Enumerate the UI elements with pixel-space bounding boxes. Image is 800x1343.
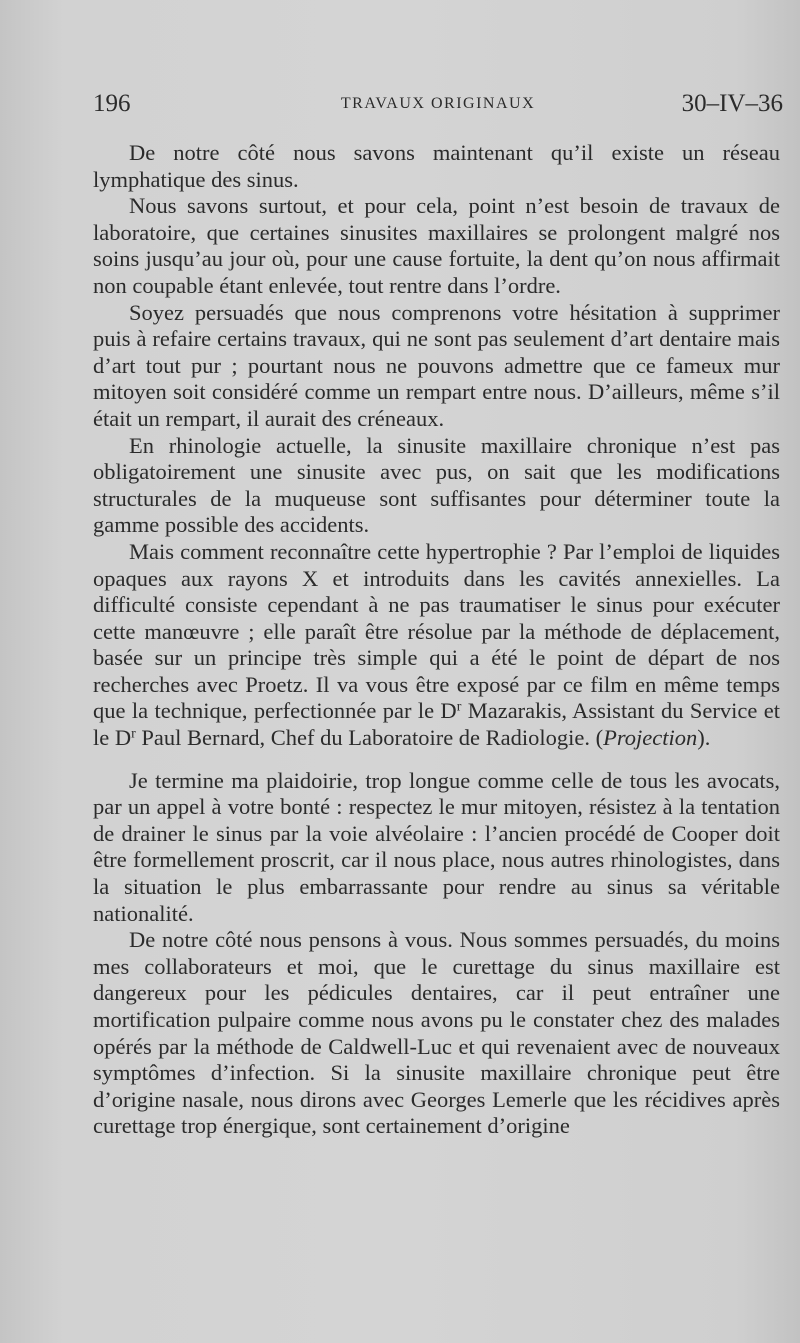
page-header	[93, 90, 783, 120]
header-date: 30–IV–36	[681, 90, 783, 117]
paragraph-4: En rhinologie actuelle, la sinusite maxillaire chronique n’est pas obligatoirement une sinusite avec pus, on sait que les modifications structurales de la muqueuse sont suffisantes pour déterminer toute la gamme possible des accidents.	[93, 432, 780, 538]
paragraph-2: Nous savons surtout, et pour cela, point n’est besoin de travaux de laboratoire, que certaines sinusites maxillaires se prolongent malgré nos soins jusqu’au jour où, pour une cause fortuite, la dent qu’on nous affirmait non coupable étant enlevée, tout rentre dans l’ordre.	[93, 193, 780, 298]
doctor-superscript: r	[456, 699, 462, 715]
paragraph-5-part-4: ).	[697, 725, 711, 751]
article-body	[93, 140, 780, 1140]
page-number: 196	[93, 90, 131, 117]
paragraph-3: Soyez persuadés que nous comprenons votre hésitation à supprimer puis à refaire certains travaux, qui ne sont pas seulement d’art dentaire mais d’art tout pur ; pourtant nous ne pouvons admettre que ce fameux mur mitoyen soit considéré comme un rempart entre nous. D’ailleurs, même s’il était un rempart, il aurait des créneaux.	[93, 299, 780, 431]
paragraph-1: De notre côté nous savons maintenant qu’il existe un réseau lymphatique des sinus.	[93, 140, 780, 192]
projection-italic: Projection	[603, 725, 698, 751]
running-title: TRAVAUX ORIGINAUX	[340, 95, 536, 112]
paragraph-5-part-1: Mais comment reconnaître cette hypertrophie ? Par l’emploi de liquides opaques aux rayons X et introduits dans les cavités annexielles. La difficulté consiste cependant à ne pas traumatiser le sinus pour exécuter cette manœuvre ; elle paraît être résolue par la méthode de déplacement, basée sur un principe très simple qui a été le point de départ de nos recherches avec Proetz. Il va vous être exposé par ce film en même temps que la technique, perfectionnée par le D	[93, 538, 780, 724]
paragraph-5	[93, 539, 780, 752]
paragraph-6: Je termine ma plaidoirie, trop longue comme celle de tous les avocats, par un appel à votre bonté : respectez le mur mitoyen, résistez à la tentation de drainer le sinus par la voie alvéolaire : l’ancien procédé de Cooper doit être formellement proscrit, car il nous place, nous autres rhinologistes, dans la situation le plus embarrassante pour rendre au sinus sa véritable nationalité.	[93, 767, 780, 926]
paragraph-5-part-2: Mazarakis, Assistant du Service et le D	[93, 698, 780, 751]
paragraph-7: De notre côté nous pensons à vous. Nous sommes persuadés, du moins mes collaborateurs et moi, que le curettage du sinus maxillaire est dangereux pour les pédicules dentaires, car il peut entraîner une mortification pulpaire comme nous avons pu le constater chez des malades opérés par la méthode de Caldwell-Luc et qui revenaient avec de nouveaux symptômes d’infection. Si la sinusite maxillaire chronique peut être d’origine nasale, nous dirons avec Georges Lemerle que les récidives après curettage trop énergique, sont certainement d’origine	[93, 927, 780, 1139]
doctor-superscript: r	[131, 726, 136, 742]
paragraph-5-part-3: Paul Bernard, Chef du Laboratoire de Radiologie. (	[135, 725, 604, 751]
